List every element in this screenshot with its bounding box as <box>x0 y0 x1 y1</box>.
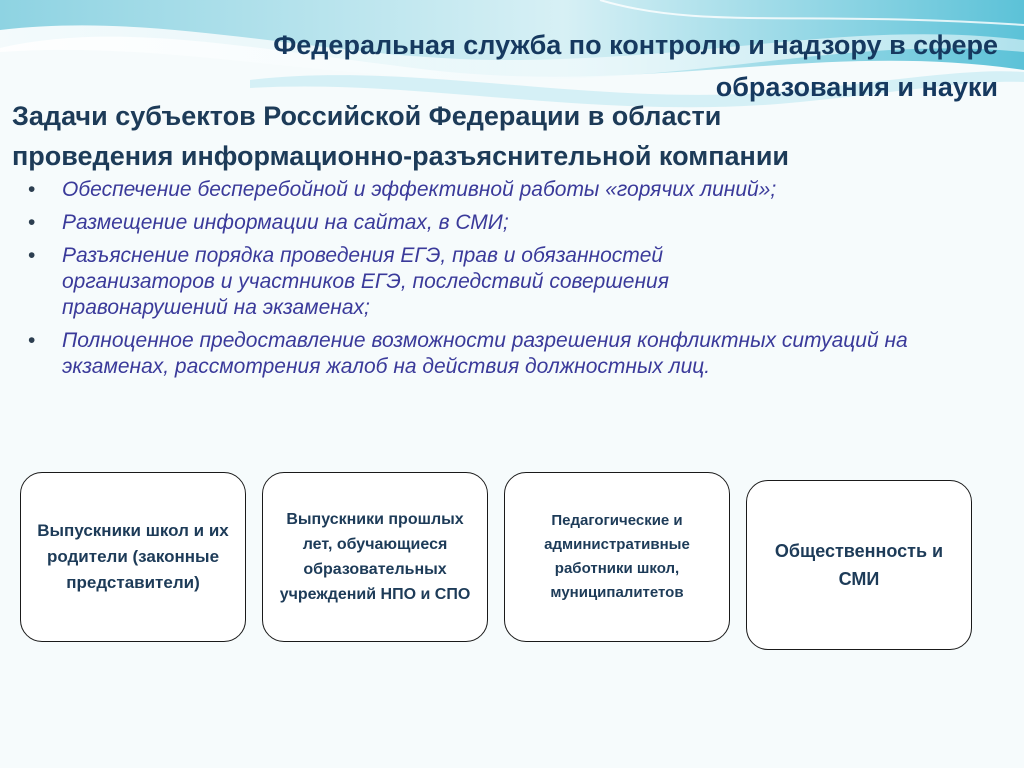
header-line-1: Федеральная служба по контролю и надзору в сфере <box>273 30 998 60</box>
audience-box-public <box>746 480 972 650</box>
task-item <box>28 210 988 236</box>
task-text: Размещение информации на сайтах, в СМИ; <box>62 211 509 234</box>
audience-box-teachers <box>504 472 730 642</box>
bullet-icon: • <box>28 211 36 234</box>
header-line-2: образования и науки <box>715 72 998 102</box>
bullet-icon: • <box>28 244 36 267</box>
audience-box-label: Выпускники школ и их родители (законные представители) <box>37 521 229 592</box>
task-text: Обеспечение бесперебойной и эффективной работы «горячих линий»; <box>62 178 777 201</box>
audience-box-past-graduates <box>262 472 488 642</box>
bullet-icon: • <box>28 329 36 352</box>
title-line-2: проведения информационно-разъяснительной компании <box>12 141 790 171</box>
slide-title <box>12 96 952 176</box>
task-item <box>28 177 988 203</box>
audience-box-label: Педагогические и административные работники школ, муниципалитетов <box>544 512 690 601</box>
audience-box-label: Общественность и СМИ <box>774 541 944 589</box>
bullet-icon: • <box>28 178 36 201</box>
audience-box-label: Выпускники прошлых лет, обучающиеся образовательных учреждений НПО и СПО <box>279 511 471 603</box>
task-item <box>28 328 988 380</box>
task-text: Разъяснение порядка проведения ЕГЭ, прав и обязанностей организаторов и участников ЕГЭ, последствий совершения правонарушений на экзаменах; <box>62 244 669 319</box>
audience-box-graduates <box>20 472 246 642</box>
task-list <box>28 177 988 387</box>
task-item <box>28 243 988 321</box>
task-text: Полноценное предоставление возможности разрешения конфликтных ситуаций на экзаменах, рассмотрения жалоб на действия должностных лиц. <box>62 329 908 378</box>
title-line-1: Задачи субъектов Российской Федерации в области <box>12 101 722 131</box>
